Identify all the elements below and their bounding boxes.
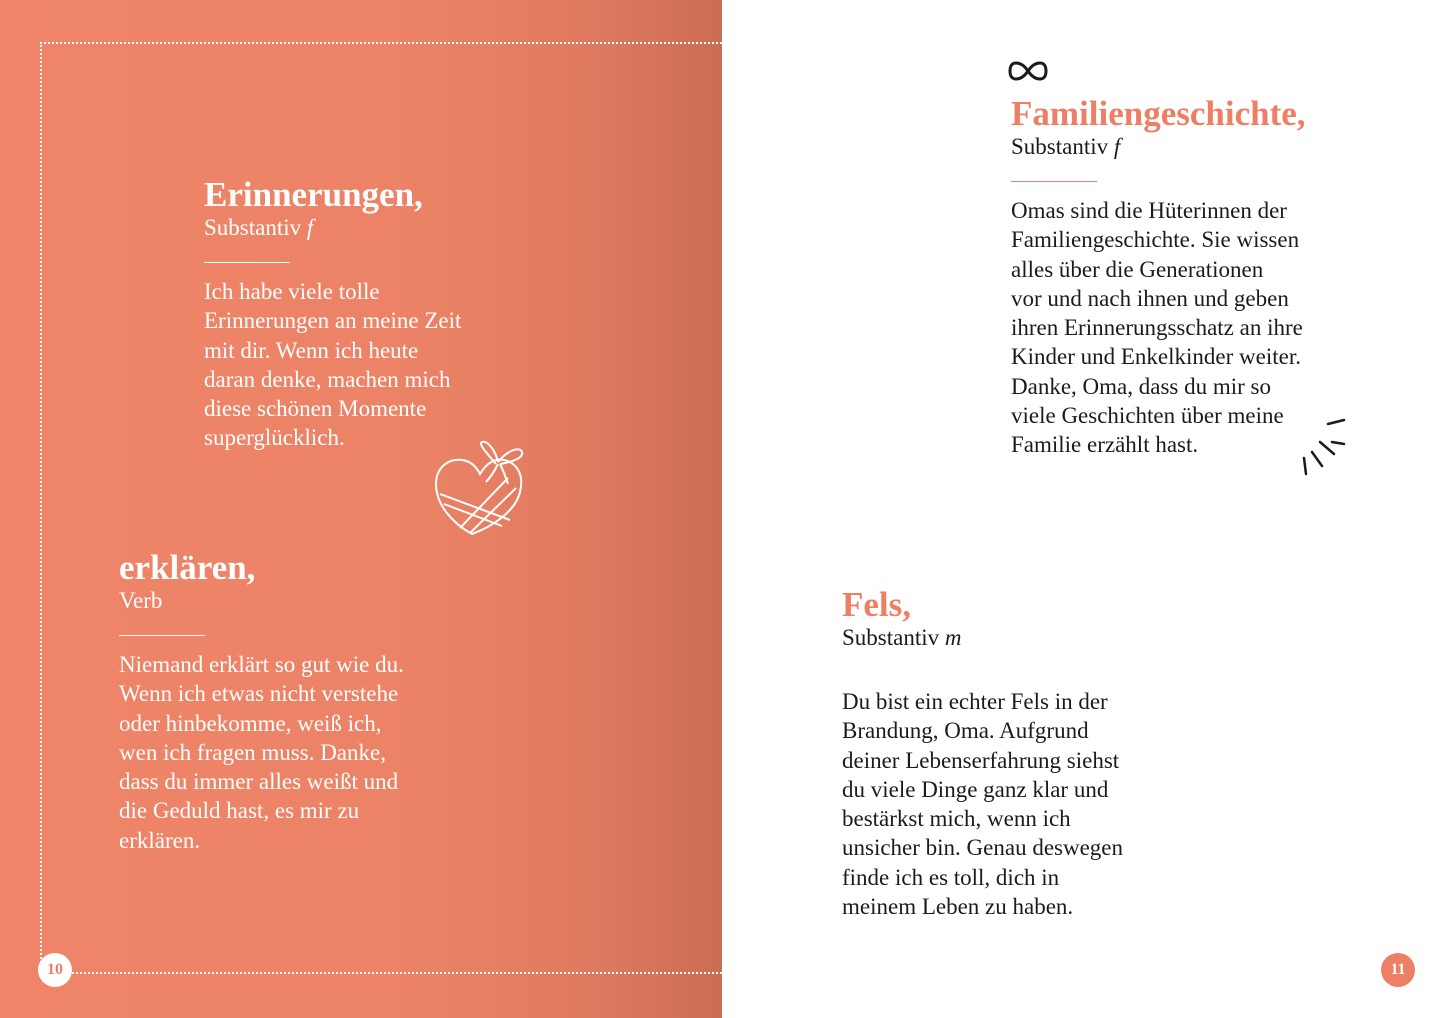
definition-line: unsicher bin. Genau deswegen — [842, 835, 1124, 861]
entry-definition — [842, 687, 1123, 921]
definition-line: alles über die Generationen — [1011, 256, 1264, 282]
definition-line: ihren Erinnerungsschatz an ihre — [1011, 315, 1303, 341]
dotted-border-bottom — [72, 972, 722, 974]
entry-fels — [842, 586, 1123, 921]
definition-line: deiner Lebenserfahrung siehst — [842, 747, 1120, 773]
sparkle-lines-icon — [1292, 412, 1350, 478]
grammar-gender: f — [306, 215, 314, 240]
definition-line: mit dir. Wenn ich heute — [204, 337, 419, 363]
left-page — [0, 0, 722, 1018]
definition-line: Familie erzählt hast. — [1011, 432, 1199, 458]
definition-line: erklären. — [119, 827, 201, 853]
definition-line: diese schönen Momente — [204, 396, 427, 422]
infinity-icon — [1008, 60, 1048, 82]
definition-line: daran denke, machen mich — [204, 366, 451, 392]
dotted-border-top — [40, 42, 722, 44]
entry-definition — [1011, 196, 1306, 460]
entry-divider — [1011, 181, 1097, 182]
definition-line: superglücklich. — [204, 425, 345, 451]
entry-headword: erklären, — [119, 548, 256, 587]
heart-gift-icon — [432, 438, 530, 538]
definition-line: Du bist ein echter Fels in der — [842, 689, 1108, 714]
entry-headword: Fels, — [842, 585, 912, 624]
entry-definition — [204, 277, 461, 453]
entry-definition — [119, 650, 404, 855]
page-number: 11 — [1381, 953, 1415, 987]
entry-erinnerungen — [204, 176, 461, 453]
grammar-gender: f — [1113, 134, 1121, 159]
grammar-gender: m — [944, 625, 962, 650]
grammar-label: Substantiv — [1011, 134, 1109, 159]
definition-line: Brandung, Oma. Aufgrund — [842, 718, 1089, 744]
entry-headword: Erinnerungen, — [204, 175, 423, 214]
page-number: 10 — [38, 953, 72, 987]
definition-line: wen ich fragen muss. Danke, — [119, 739, 386, 765]
definition-line: oder hinbekomme, weiß ich, — [119, 710, 382, 736]
definition-line: du viele Dinge ganz klar und — [842, 776, 1109, 802]
definition-line: dass du immer alles weißt und — [119, 769, 399, 795]
entry-grammar: Verb — [119, 588, 163, 613]
entry-erklaeren — [119, 549, 404, 855]
definition-line: Niemand erklärt so gut wie du. — [119, 652, 404, 677]
definition-line: meinem Leben zu haben. — [842, 894, 1074, 920]
definition-line: finde ich es toll, dich in — [842, 864, 1060, 890]
definition-line: Danke, Oma, dass du mir so — [1011, 373, 1271, 399]
definition-line: Familiengeschichte. Sie wissen — [1011, 227, 1300, 253]
entry-grammar — [842, 624, 1123, 652]
entry-familiengeschichte — [1011, 95, 1306, 460]
entry-grammar — [1011, 133, 1306, 161]
dotted-border-left — [40, 42, 42, 970]
definition-line: Ich habe viele tolle — [204, 279, 380, 304]
definition-line: bestärkst mich, wenn ich — [842, 806, 1071, 832]
definition-line: die Geduld hast, es mir zu — [119, 798, 360, 824]
grammar-label: Substantiv — [204, 215, 302, 240]
entry-divider — [119, 635, 205, 636]
definition-line: Erinnerungen an meine Zeit — [204, 308, 462, 334]
entry-grammar — [204, 214, 461, 242]
definition-line: vor und nach ihnen und geben — [1011, 285, 1289, 311]
grammar-label: Substantiv — [842, 625, 940, 650]
definition-line: Wenn ich etwas nicht verstehe — [119, 681, 399, 707]
entry-divider — [204, 262, 290, 263]
entry-headword: Familiengeschichte, — [1011, 94, 1306, 133]
definition-line: viele Geschichten über meine — [1011, 403, 1284, 429]
definition-line: Omas sind die Hüterinnen der — [1011, 198, 1287, 223]
definition-line: Kinder und Enkelkinder weiter. — [1011, 344, 1301, 370]
